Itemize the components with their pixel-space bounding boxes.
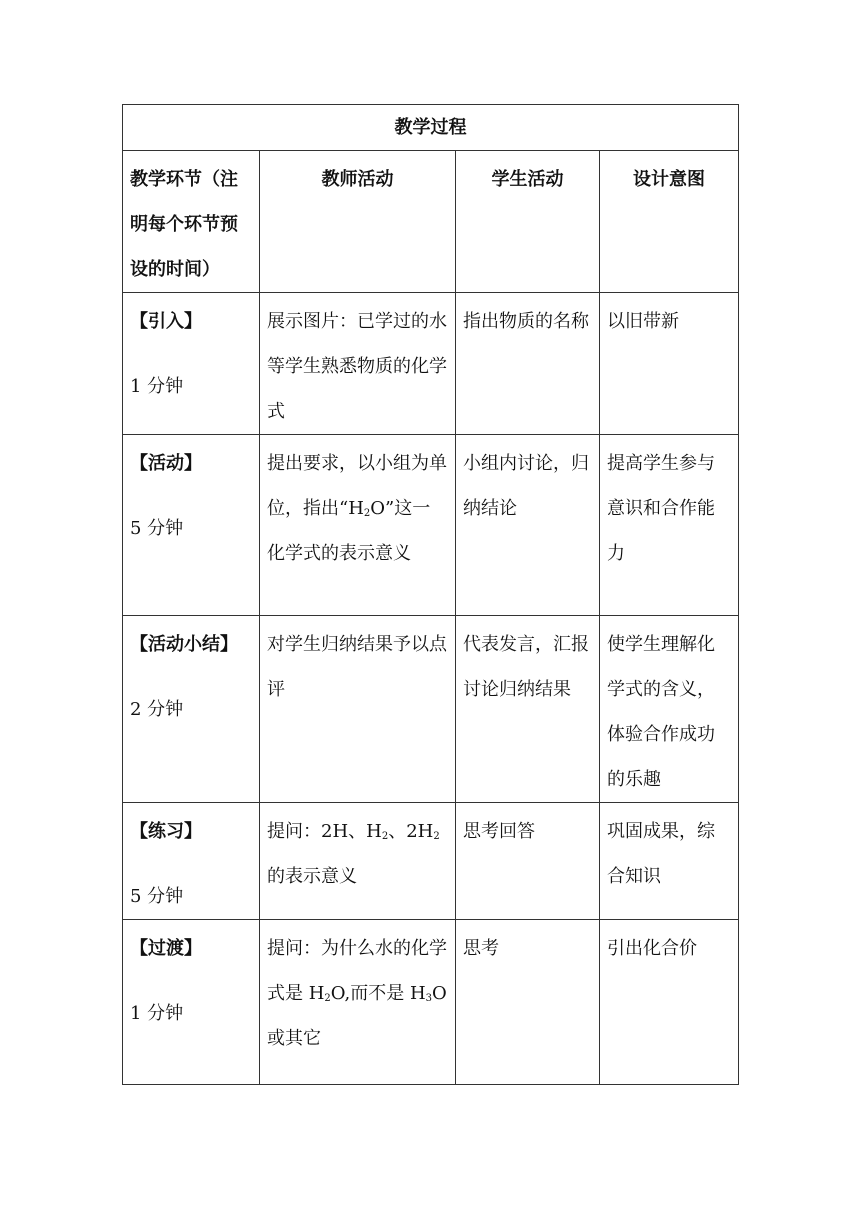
- teacher-text-part: 提问：2H、H: [267, 821, 382, 842]
- stage-time: 1 分钟: [130, 1003, 184, 1024]
- design-intent: 提高学生参与意识和合作能力: [600, 435, 739, 616]
- teacher-text-part: O,而不是 H: [330, 983, 426, 1004]
- table-row: [123, 293, 739, 435]
- table-row: [123, 616, 739, 803]
- design-intent: 巩固成果，综合知识: [600, 803, 739, 920]
- student-activity: 思考: [456, 920, 600, 1085]
- lesson-process-table: [122, 104, 739, 1085]
- stage-time: 2 分钟: [130, 699, 184, 720]
- teacher-text-part: 、2H: [388, 821, 434, 842]
- student-activity: 思考回答: [456, 803, 600, 920]
- subscript: 2: [381, 831, 389, 842]
- stage-time: 5 分钟: [130, 886, 184, 907]
- table-row: [123, 803, 739, 920]
- stage-name: 【练习】: [130, 821, 202, 842]
- design-intent: 使学生理解化学式的含义，体验合作成功的乐趣: [600, 616, 739, 803]
- table-title-row: [123, 105, 739, 151]
- stage-cell: [123, 435, 260, 616]
- stage-name: 【引入】: [130, 311, 202, 332]
- teacher-activity: 展示图片：已学过的水等学生熟悉物质的化学式: [260, 293, 456, 435]
- header-stage: 教学环节（注明每个环节预设的时间）: [123, 151, 260, 293]
- student-activity: 指出物质的名称: [456, 293, 600, 435]
- subscript: 2: [324, 993, 331, 1004]
- teacher-text-part: O”这一化学式的表示意义: [267, 498, 431, 564]
- table-row: [123, 435, 739, 616]
- design-intent: 以旧带新: [600, 293, 739, 435]
- stage-cell: [123, 803, 260, 920]
- teacher-activity: [260, 920, 456, 1085]
- subscript: 2: [433, 831, 440, 842]
- table-title: 教学过程: [123, 105, 739, 151]
- header-student: 学生活动: [456, 151, 600, 293]
- stage-cell: [123, 293, 260, 435]
- stage-cell: [123, 616, 260, 803]
- teacher-text-part: 的表示意义: [267, 866, 357, 887]
- teacher-text-part: 提出要求，以小组为单位，指出“H: [267, 453, 447, 519]
- teacher-text-part: O 或其它: [267, 983, 447, 1049]
- subscript: 2: [363, 508, 371, 519]
- header-teacher: 教师活动: [260, 151, 456, 293]
- table-row: [123, 920, 739, 1085]
- subscript: 3: [425, 993, 433, 1004]
- student-activity: 代表发言，汇报讨论归纳结果: [456, 616, 600, 803]
- stage-time: 1 分钟: [130, 376, 184, 397]
- teacher-text-part: 提问：为什么水的化学式是 H: [267, 938, 447, 1004]
- stage-name: 【活动小结】: [130, 634, 238, 655]
- teacher-activity: 对学生归纳结果予以点评: [260, 616, 456, 803]
- teacher-activity: [260, 803, 456, 920]
- stage-name: 【活动】: [130, 453, 202, 474]
- teacher-activity: [260, 435, 456, 616]
- header-intent: 设计意图: [600, 151, 739, 293]
- stage-name: 【过渡】: [130, 938, 202, 959]
- header-row: [123, 151, 739, 293]
- design-intent: 引出化合价: [600, 920, 739, 1085]
- stage-cell: [123, 920, 260, 1085]
- student-activity: 小组内讨论，归纳结论: [456, 435, 600, 616]
- stage-time: 5 分钟: [130, 518, 184, 539]
